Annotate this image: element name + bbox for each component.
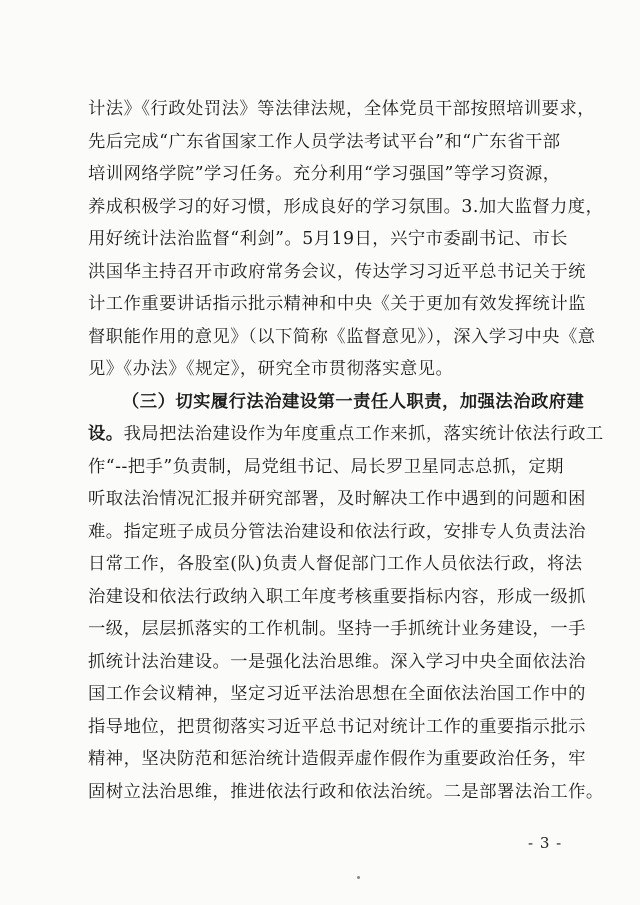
text-line: 日常工作，各股室(队)负责人督促部门工作人员依法行政，将法 — [88, 554, 583, 574]
text-line: 精神，坚决防范和惩治统计造假弄虚作假作为重要政治任务，牢 — [88, 749, 586, 769]
text-line: 我局把法治建设作为年度重点工作来抓，落实统计依法行政工 — [123, 424, 604, 444]
text-line: 养成积极学习的好习惯，形成良好的学习氛围。3.加大监督力度， — [88, 196, 604, 217]
text-line: 一级，层层抓落实的工作机制。坚持一手抓统计业务建设，一手 — [88, 619, 586, 639]
section-heading-tail: 设。 — [88, 424, 124, 444]
text-line: 计工作重要讲话指示批示精神和中央《关于更加有效发挥统计监 — [88, 294, 586, 314]
text-line: 固树立法治思维，推进依法行政和依法治统。二是部署法治工作。 — [88, 781, 604, 802]
text-line: 难。指定班子成员分管法治建设和依法行政，安排专人负责法治 — [88, 521, 586, 542]
text-line: 用好统计法治监督“利剑”。5月19日，兴宁市委副书记、市长 — [88, 229, 568, 249]
text-line: 国工作会议精神，坚定习近平法治思想在全面依法治国工作中的 — [88, 684, 586, 704]
page-number: - 3 - — [528, 834, 563, 852]
text-line: 见》《办法》《规定》，研究全市贯彻落实意见。 — [88, 359, 454, 379]
section-heading: （三）切实履行法治建设第一责任人职责，加强法治政府建 — [122, 391, 585, 412]
text-line: 作“--把手”负责制，局党组书记、局长罗卫星同志总抓，定期 — [88, 456, 564, 477]
body-text — [88, 93, 604, 808]
text-line: 听取法治情况汇报并研究部署，及时解决工作中遇到的问题和困 — [88, 489, 586, 509]
text-line: 治建设和依法行政纳入职工年度考核重要指标内容，形成一级抓 — [88, 586, 586, 607]
section-heading-continuation — [88, 418, 604, 451]
text-line: 抓统计法治建设。一是强化法治思维。深入学习中央全面依法治 — [88, 651, 586, 672]
text-line: 洪国华主持召开市政府常务会议，传达学习习近平总书记关于统 — [88, 261, 586, 282]
text-line: 计法》《行政处罚法》等法律法规，全体党员干部按照培训要求， — [88, 99, 596, 119]
text-line: 先后完成“广东省国家工作人员学法考试平台”和“广东省干部 — [88, 131, 561, 152]
text-line: 培训网络学院”学习任务。充分利用“学习强国”等学习资源， — [88, 164, 561, 184]
text-line: 督职能作用的意见》（以下简称《监督意见》），深入学习中央《意 — [88, 326, 596, 347]
scan-speck — [357, 876, 360, 879]
text-line: 指导地位，把贯彻落实习近平总书记对统计工作的重要指示批示 — [88, 716, 586, 737]
